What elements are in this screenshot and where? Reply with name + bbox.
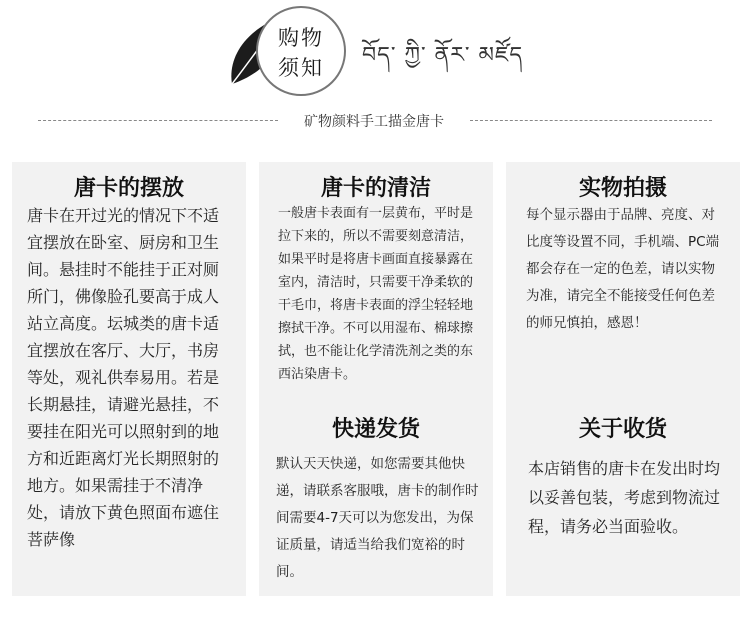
tibetan-text: བོད་ ཀྱི་ ནོར་ མཛོད bbox=[362, 43, 524, 68]
placement-title: 唐卡的摆放 bbox=[73, 175, 184, 201]
photo-title: 实物拍摄 bbox=[578, 175, 667, 201]
panel-cleaning-delivery bbox=[259, 162, 493, 596]
placement-body: 唐卡在开过光的情况下不适宜摆放在卧室、厨房和卫生间。悬挂时不能挂于正对厕所门，佛像脸孔要高于成人站立高度。坛城类的唐卡适宜摆放在客厅、大厅，书房等处，观礼供奉易用。若是长期悬挂，请避光悬挂，不要挂在阳光可以照射到的地方和近距离灯光长期照射的地方。如果需挂于不清净处，请放下黄色照面布遮住菩萨像 bbox=[27, 206, 220, 549]
delivery-title: 快递发货 bbox=[331, 416, 420, 442]
header-circle bbox=[256, 6, 346, 96]
cleaning-title: 唐卡的清洁 bbox=[320, 175, 431, 201]
header-title-line1: 购物 bbox=[278, 26, 324, 50]
cleaning-body: 一般唐卡表面有一层黄布，平时是拉下来的，所以不需要刻意清洁，如果平时是将唐卡画面直接暴露在室内，清洁时，只需要干净柔软的干毛巾，将唐卡表面的浮尘轻轻地擦拭干净。不可以用湿布、棉球擦拭，也不能让化学清洗剂之类的东西沾染唐卡。 bbox=[278, 206, 474, 382]
panel-photo-receipt bbox=[506, 162, 740, 596]
receipt-title: 关于收货 bbox=[578, 416, 667, 442]
panel-placement bbox=[12, 162, 246, 596]
divider-left bbox=[38, 120, 278, 121]
receipt-body: 本店销售的唐卡在发出时均以妥善包装，考虑到物流过程，请务必当面验收。 bbox=[528, 459, 721, 536]
delivery-body: 默认天天快递，如您需要其他快递，请联系客服哦，唐卡的制作时间需要4-7天可以为您发出，为保证质量，请适当给我们宽裕的时间。 bbox=[276, 456, 479, 580]
divider-right bbox=[470, 120, 712, 121]
header-title-line2: 须知 bbox=[278, 56, 324, 80]
subtitle: 矿物颜料手工描金唐卡 bbox=[304, 114, 444, 130]
photo-body: 每个显示器由于品牌、亮度、对比度等设置不同，手机端、PC端都会存在一定的色差，请以实物为准，请完全不能接受任何色差的师兄慎拍，感恩！ bbox=[526, 207, 720, 331]
